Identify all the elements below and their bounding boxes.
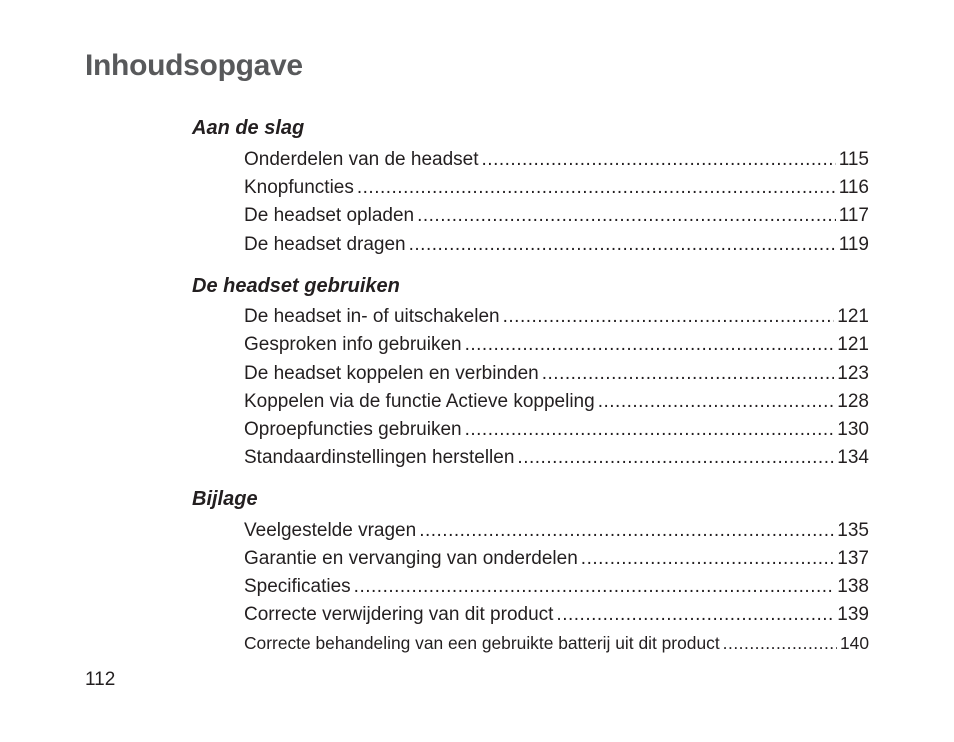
toc-entry[interactable] bbox=[244, 520, 869, 546]
toc-entry-page: 130 bbox=[837, 419, 869, 440]
toc-entry[interactable] bbox=[244, 363, 869, 389]
toc-entry-label: Gesproken info gebruiken bbox=[244, 334, 462, 355]
toc-entry-label: Specificaties bbox=[244, 576, 351, 597]
toc-entry[interactable] bbox=[244, 205, 869, 231]
toc-entry-label: Koppelen via de functie Actieve koppeling bbox=[244, 391, 595, 412]
toc-entry[interactable] bbox=[244, 447, 869, 473]
toc-entry-page: 138 bbox=[837, 576, 869, 597]
toc-entry-page: 119 bbox=[838, 234, 869, 255]
toc-entry-page: 115 bbox=[838, 149, 869, 170]
section-heading-de-headset-gebruiken: De headset gebruiken bbox=[192, 275, 400, 297]
toc-entry[interactable] bbox=[244, 576, 869, 602]
toc-entry[interactable] bbox=[244, 391, 869, 417]
toc-entry-page: 139 bbox=[837, 604, 869, 625]
toc-entry-page: 137 bbox=[837, 548, 869, 569]
toc-entry-label: Correcte behandeling van een gebruikte batterij uit dit product bbox=[244, 633, 720, 653]
toc-entry-page: 134 bbox=[837, 447, 869, 468]
dot-leader bbox=[419, 520, 834, 542]
dot-leader bbox=[517, 447, 834, 469]
toc-entry-label: Garantie en vervanging van onderdelen bbox=[244, 548, 578, 569]
toc-entry-label: Correcte verwijdering van dit product bbox=[244, 604, 554, 625]
toc-entry[interactable] bbox=[244, 548, 869, 574]
dot-leader bbox=[542, 363, 835, 385]
dot-leader bbox=[409, 234, 836, 256]
toc-entry-label: Standaardinstellingen herstellen bbox=[244, 447, 515, 468]
dot-leader bbox=[556, 604, 834, 626]
toc-entry[interactable] bbox=[244, 177, 869, 203]
page-number: 112 bbox=[85, 669, 116, 690]
dot-leader bbox=[482, 149, 836, 171]
dot-leader bbox=[417, 205, 836, 227]
dot-leader bbox=[503, 306, 835, 328]
dot-leader bbox=[354, 576, 835, 598]
dot-leader bbox=[465, 419, 835, 441]
toc-entry-page: 140 bbox=[839, 633, 869, 653]
dot-leader bbox=[581, 548, 835, 570]
toc-entry-label: Onderdelen van de headset bbox=[244, 149, 479, 170]
section-heading-aan-de-slag: Aan de slag bbox=[192, 117, 305, 139]
toc-entry[interactable] bbox=[244, 419, 869, 445]
toc-entry-label: De headset dragen bbox=[244, 234, 406, 255]
page-title: Inhoudsopgave bbox=[85, 49, 303, 82]
section-heading-bijlage: Bijlage bbox=[192, 488, 258, 510]
toc-entry-label: De headset in- of uitschakelen bbox=[244, 306, 500, 327]
toc-entry-page: 135 bbox=[837, 520, 869, 541]
toc-entry-page: 117 bbox=[838, 205, 869, 226]
toc-entry[interactable] bbox=[244, 306, 869, 332]
toc-entry[interactable] bbox=[244, 604, 869, 630]
toc-entry-page: 116 bbox=[838, 177, 869, 198]
dot-leader bbox=[723, 633, 837, 654]
toc-entry[interactable] bbox=[244, 633, 869, 659]
dot-leader bbox=[598, 391, 835, 413]
dot-leader bbox=[465, 334, 835, 356]
toc-entry-label: Knopfuncties bbox=[244, 177, 354, 198]
toc-entry-label: De headset koppelen en verbinden bbox=[244, 363, 539, 384]
toc-entry-page: 121 bbox=[837, 334, 869, 355]
toc-entry-page: 121 bbox=[837, 306, 869, 327]
toc-entry-label: Veelgestelde vragen bbox=[244, 520, 417, 541]
toc-entry[interactable] bbox=[244, 234, 869, 260]
toc-entry-page: 128 bbox=[837, 391, 869, 412]
dot-leader bbox=[357, 177, 836, 199]
toc-entry-label: De headset opladen bbox=[244, 205, 415, 226]
toc-entry[interactable] bbox=[244, 334, 869, 360]
toc-entry-label: Oproepfuncties gebruiken bbox=[244, 419, 462, 440]
toc-entry[interactable] bbox=[244, 149, 869, 175]
toc-entry-page: 123 bbox=[837, 363, 869, 384]
